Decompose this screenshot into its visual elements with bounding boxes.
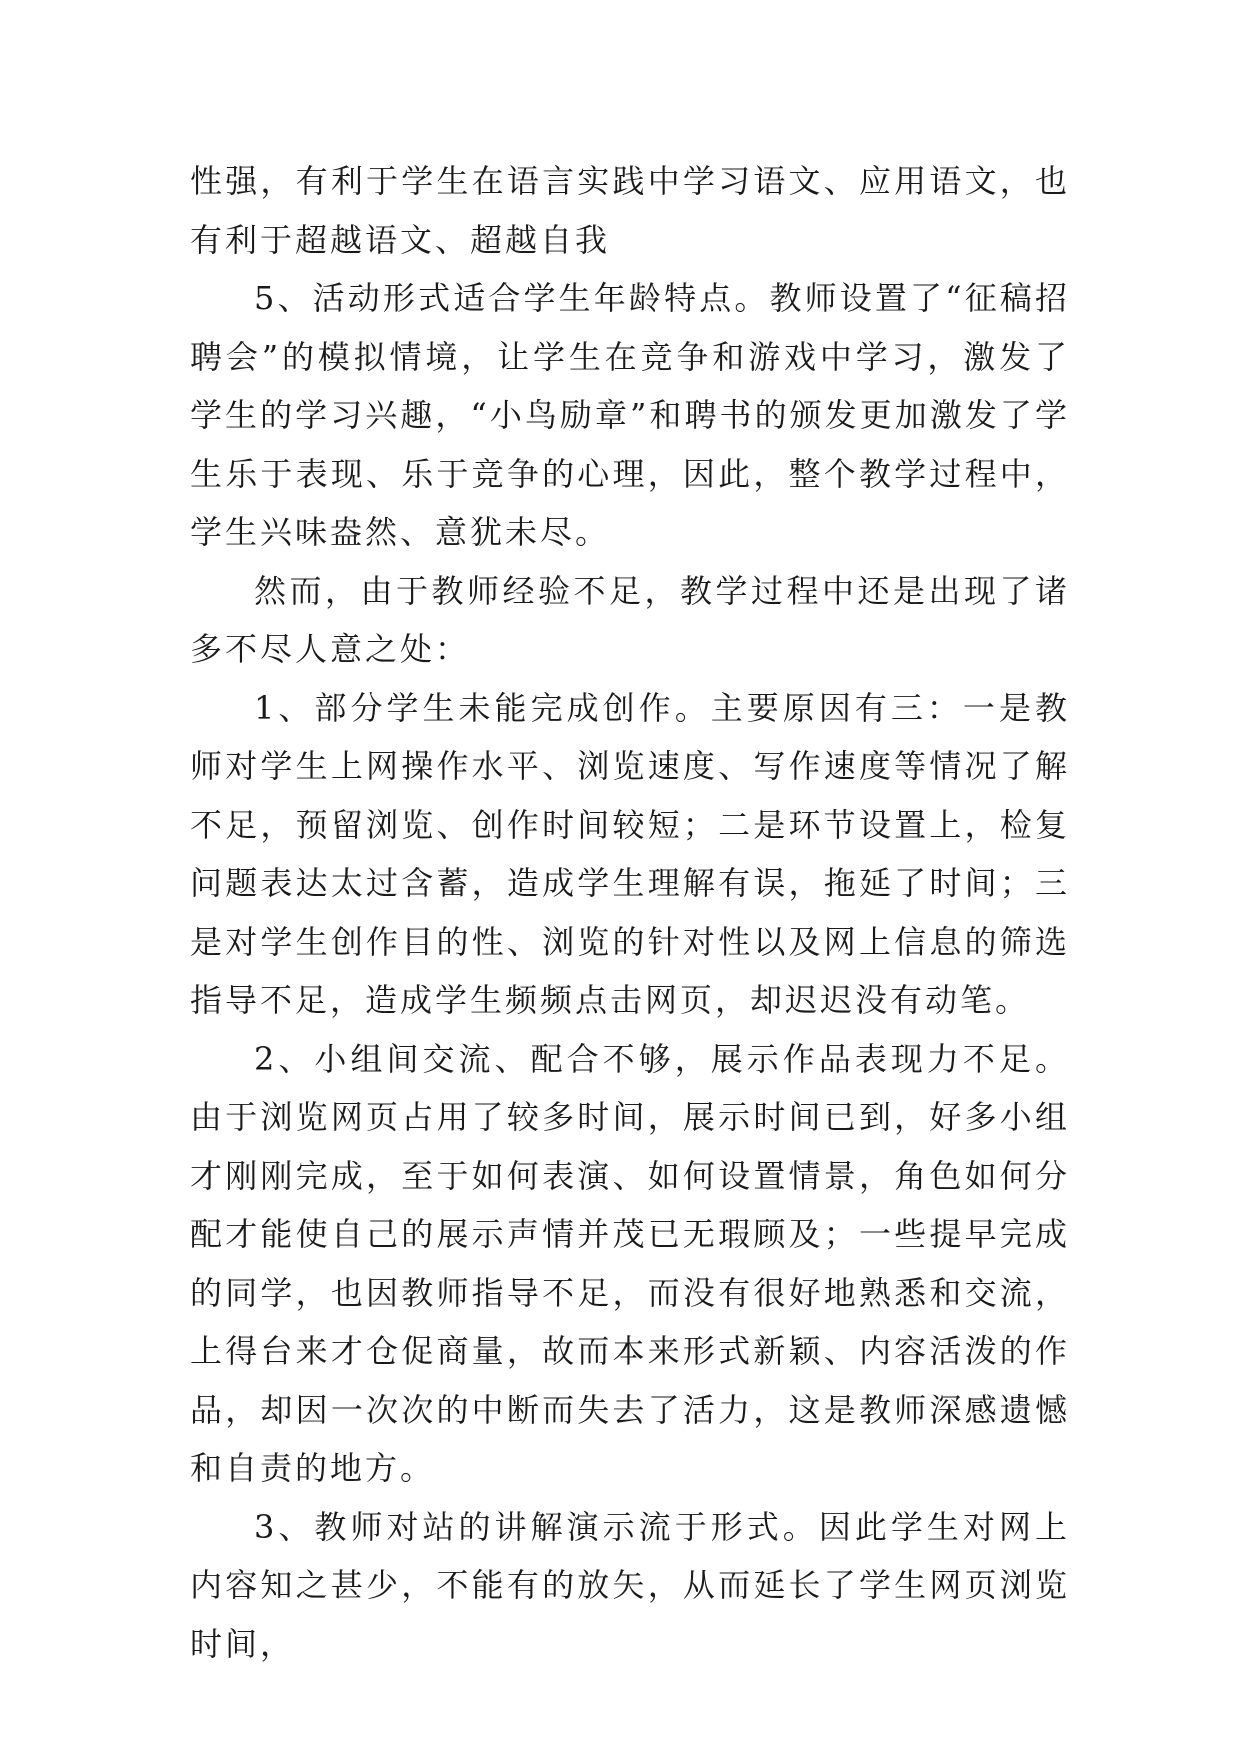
document-body xyxy=(190,152,1070,1673)
paragraph-however: 然而，由于教师经验不足，教学过程中还是出现了诸多不尽人意之处： xyxy=(190,571,1070,668)
paragraph-point-5: 5、活动形式适合学生年龄特点。教师设置了“征稿招聘会”的模拟情境，让学生在竞争和游戏中学习，激发了学生的学习兴趣，“小鸟励章”和聘书的颁发更加激发了学生乐于表现、乐于竞争的心理，因此，整个教学过程中，学生兴味盎然、意犹未尽。 xyxy=(190,279,1070,551)
paragraph-issue-3: 3、教师对站的讲解演示流于形式。因此学生对网上内容知之甚少，不能有的放矢，从而延长了学生网页浏览时间， xyxy=(190,1507,1070,1663)
paragraph-continuation: 性强，有利于学生在语言实践中学习语文、应用语文，也有利于超越语文、超越自我 xyxy=(190,162,1070,259)
paragraph-issue-1: 1、部分学生未能完成创作。主要原因有三：一是教师对学生上网操作水平、浏览速度、写作速度等情况了解不足，预留浏览、创作时间较短；二是环节设置上，检复问题表达太过含蓄，造成学生理解有误，拖延了时间；三是对学生创作目的性、浏览的针对性以及网上信息的筛选指导不足，造成学生频频点击网页，却迟迟没有动笔。 xyxy=(190,688,1070,1019)
paragraph-issue-2: 2、小组间交流、配合不够，展示作品表现力不足。由于浏览网页占用了较多时间，展示时间已到，好多小组才刚刚完成，至于如何表演、如何设置情景，角色如何分配才能使自己的展示声情并茂已无瑕顾及；一些提早完成的同学，也因教师指导不足，而没有很好地熟悉和交流，上得台来才仓促商量，故而本来形式新颖、内容活泼的作品，却因一次次的中断而失去了活力，这是教师深感遗憾和自责的地方。 xyxy=(190,1039,1070,1487)
